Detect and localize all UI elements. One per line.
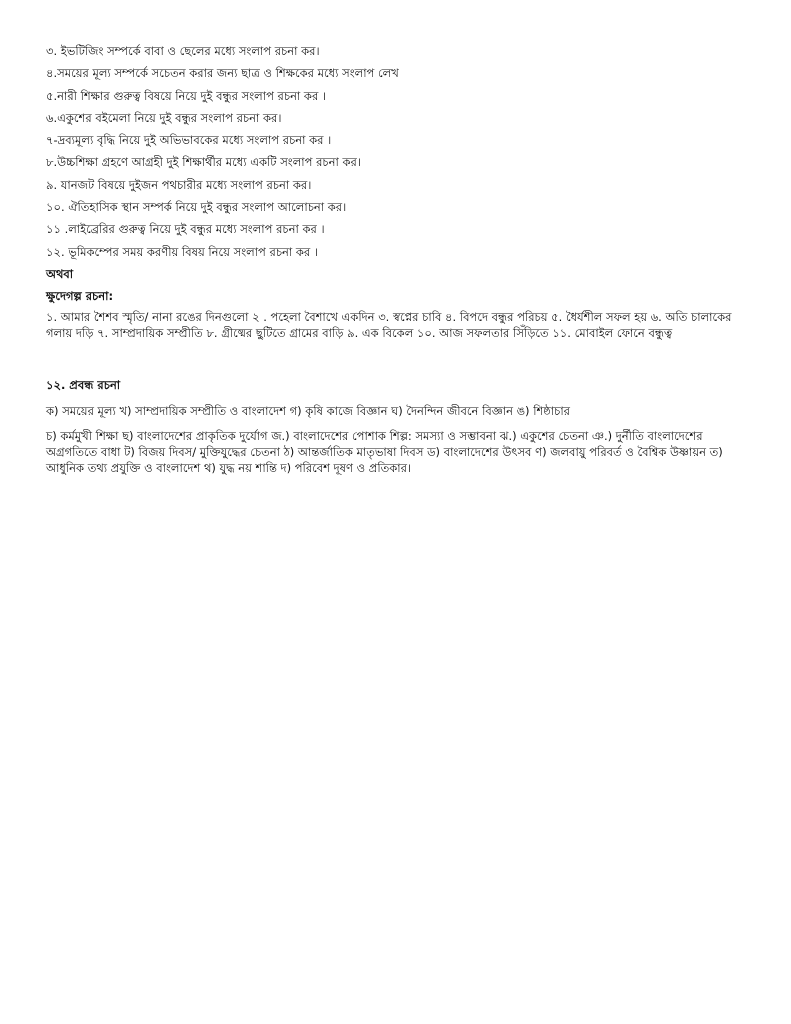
short-story-topics: ১. আমার শৈশব স্মৃতি/ নানা রঙের দিনগুলো ২ . পহেলা বৈশাখে একদিন ৩. স্বপ্নের চাবি ৪. বিপদে বন্ধুর পরিচয় ৫. ধৈর্যশীল সফল হয় ৬. অতি চালাকের গলায় দড়ি ৭. সাম্প্রদায়িক সম্প্রীতি ৮. গ্রীষ্মের ছুটিতে গ্রামের বাড়ি ৯. এক বিকেল ১০. আজ সফলতার সিঁড়িতে ১১. মোবাইল ফোনে বন্ধুত্ব [46, 309, 732, 340]
short-story-section [46, 285, 754, 341]
dialogue-topic-list [46, 40, 754, 263]
dialogue-item-9: ৯. যানজট বিষয়ে দুইজন পথচারীর মধ্যে সংলাপ রচনা কর। [46, 177, 312, 192]
essay-topics-line-1: ক) সময়ের মূল্য খ) সাম্প্রদায়িক সম্প্রীতি ও বাংলাদেশ গ) কৃষি কাজে বিজ্ঞান ঘ) দৈনন্দিন জীবনে বিজ্ঞান ঙ) শিষ্ঠাচার [46, 403, 570, 418]
document-content [46, 40, 754, 476]
dialogue-item-8: ৮.উচ্চশিক্ষা গ্রহণে আগ্রহী দুই শিক্ষার্থীর মধ্যে একটি সংলাপ রচনা কর। [46, 155, 361, 170]
dialogue-item-3: ৩. ইভটিজিং সম্পর্কে বাবা ও ছেলের মধ্যে সংলাপ রচনা কর। [46, 44, 320, 58]
dialogue-item-5: ৫.নারী শিক্ষার গুরুত্ব বিষয়ে নিয়ে দুই বন্ধুর সংলাপ রচনা কর । [46, 88, 327, 103]
essay-topics-paragraph: চ) কর্মমুখী শিক্ষা ছ) বাংলাদেশের প্রাকৃতিক দুর্যোগ জ.) বাংলাদেশের পোশাক শিল্প: সমস্যা ও সম্ভাবনা ঝ.) একুশের চেতনা ঞ.) দুর্নীতি বাংলাদেশের অগ্রগতিতে বাধা ট) বিজয় দিবস/ মুক্তিযুদ্ধের চেতনা ঠ) আন্তর্জাতিক মাতৃভাষা দিবস ড) বাংলাদেশের উৎসব ণ) জলবায়ু পরিবর্ত ও বৈশ্বিক উষ্ণায়ন ত) আধুনিক তথ্য প্রযুক্তি ও বাংলাদেশ থ) যুদ্ধ নয় শান্তি দ) পরিবেশ দূষণ ও প্রতিকার। [46, 428, 723, 475]
dialogue-item-4: ৪.সময়ের মূল্য সম্পর্কে সচেতন করার জন্য ছাত্র ও শিক্ষকের মধ্যে সংলাপ লেখ [46, 66, 399, 81]
dialogue-item-7: ৭-দ্রব্যমূল্য বৃদ্ধি নিয়ে দুই অভিভাবকের মধ্যে সংলাপ রচনা কর । [46, 133, 332, 148]
essay-section [46, 374, 754, 476]
or-label: অথবা [46, 266, 74, 281]
dialogue-item-6: ৬.একুশের বইমেলা নিয়ে দুই বন্ধুর সংলাপ রচনা কর। [46, 110, 282, 125]
dialogue-item-11: ১১ .লাইব্রেরির গুরুত্ব নিয়ে দুই বন্ধুর মধ্যে সংলাপ রচনা কর । [46, 222, 325, 237]
dialogue-item-10: ১০. ঐতিহাসিক স্থান সম্পর্ক নিয়ে দুই বন্ধুর সংলাপ আলোচনা কর। [46, 200, 347, 215]
dialogue-item-12: ১২. ভূমিকম্পের সময় করণীয় বিষয় নিয়ে সংলাপ রচনা কর । [46, 244, 319, 259]
short-story-title: ক্ষুদেগল্প রচনা: [46, 288, 114, 303]
essay-heading: ১২. প্রবন্ধ রচনা [46, 377, 121, 392]
